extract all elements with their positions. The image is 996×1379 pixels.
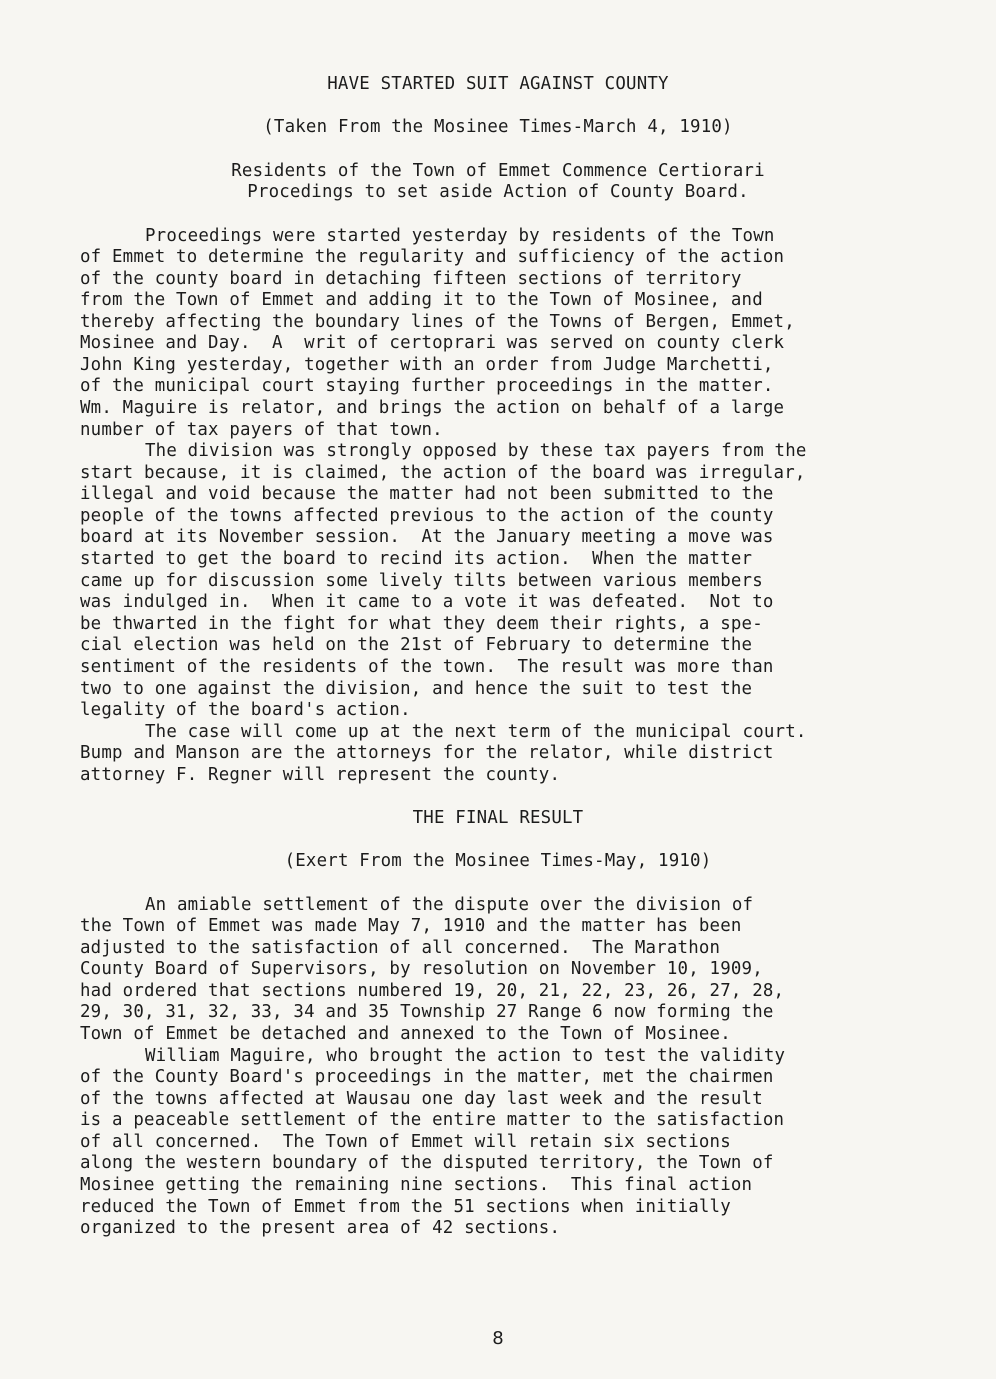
section2-source: (Exert From the Mosinee Times-May, 1910) <box>284 851 712 871</box>
paragraph-line: John King yesterday, together with an order from Judge Marchetti, <box>80 355 774 375</box>
paragraph-line: legality of the board's action. <box>80 700 411 720</box>
section1-source: (Taken From the Mosinee Times-March 4, 1910) <box>263 117 733 137</box>
section2-heading: THE FINAL RESULT <box>412 808 584 828</box>
paragraph-line: people of the towns affected previous to the action of the county <box>80 506 774 526</box>
paragraph-line: reduced the Town of Emmet from the 51 sections when initially <box>80 1197 731 1217</box>
paragraph-line: number of tax payers of that town. <box>80 420 443 440</box>
paragraph-line: organized to the present area of 42 sections. <box>80 1218 561 1238</box>
paragraph-line: sentiment of the residents of the town. The result was more than <box>80 657 774 677</box>
paragraph-line: cial election was held on the 21st of February to determine the <box>80 635 753 655</box>
paragraph-line: the Town of Emmet was made May 7, 1910 and the matter has been <box>80 916 742 936</box>
paragraph-line: Bump and Manson are the attorneys for the relator, while district <box>80 743 774 763</box>
section1-subheading-line: Procedings to set aside Action of County Board. <box>247 182 749 202</box>
paragraph-line: Mosinee getting the remaining nine sections. This final action <box>80 1175 753 1195</box>
paragraph-line: is a peaceable settlement of the entire matter to the satisfaction <box>80 1110 785 1130</box>
section1-heading: HAVE STARTED SUIT AGAINST COUNTY <box>327 74 669 94</box>
paragraph-line: thereby affecting the boundary lines of the Towns of Bergen, Emmet, <box>80 312 795 332</box>
paragraph-line: was indulged in. When it came to a vote it was defeated. Not to <box>80 592 774 612</box>
paragraph-line: from the Town of Emmet and adding it to the Town of Mosinee, and <box>80 290 763 310</box>
paragraph-line: two to one against the division, and hence the suit to test the <box>80 679 753 699</box>
paragraph-line: of the municipal court staying further proceedings in the matter. <box>80 376 774 396</box>
paragraph-line: of all concerned. The Town of Emmet will retain six sections <box>80 1132 731 1152</box>
paragraph-line: County Board of Supervisors, by resolution on November 10, 1909, <box>80 959 763 979</box>
paragraph-line: Proceedings were started yesterday by residents of the Town <box>145 226 775 246</box>
paragraph-line: started to get the board to recind its action. When the matter <box>80 549 753 569</box>
paragraph-line: Mosinee and Day. A writ of certoprari was served on county clerk <box>80 333 785 353</box>
paragraph-line: illegal and void because the matter had not been submitted to the <box>80 484 774 504</box>
paragraph-line: The case will come up at the next term of the municipal court. <box>145 722 807 742</box>
paragraph-line: had ordered that sections numbered 19, 20, 21, 22, 23, 26, 27, 28, <box>80 981 785 1001</box>
paragraph-line: board at its November session. At the January meeting a move was <box>80 527 774 547</box>
section1-subheading-line: Residents of the Town of Emmet Commence Certiorari <box>231 161 765 181</box>
paragraph-line: start because, it is claimed, the action of the board was irregular, <box>80 463 806 483</box>
paragraph-line: along the western boundary of the disputed territory, the Town of <box>80 1153 774 1173</box>
paragraph-line: attorney F. Regner will represent the county. <box>80 765 561 785</box>
paragraph-line: William Maguire, who brought the action to test the validity <box>145 1046 786 1066</box>
paragraph-line: of the towns affected at Wausau one day last week and the result <box>80 1089 763 1109</box>
paragraph-line: adjusted to the satisfaction of all concerned. The Marathon <box>80 938 721 958</box>
paragraph-line: 29, 30, 31, 32, 33, 34 and 35 Township 27 Range 6 now forming the <box>80 1002 774 1022</box>
paragraph-line: of the County Board's proceedings in the matter, met the chairmen <box>80 1067 774 1087</box>
paragraph-line: The division was strongly opposed by these tax payers from the <box>145 441 807 461</box>
paragraph-line: came up for discussion some lively tilts between various members <box>80 571 763 591</box>
paragraph-line: be thwarted in the fight for what they deem their rights, a spe- <box>80 614 763 634</box>
page-number: 8 <box>492 1328 504 1349</box>
paragraph-line: of Emmet to determine the regularity and sufficiency of the action <box>80 247 785 267</box>
paragraph-line: Town of Emmet be detached and annexed to the Town of Mosinee. <box>80 1024 731 1044</box>
paragraph-line: of the county board in detaching fifteen sections of territory <box>80 269 742 289</box>
paragraph-line: Wm. Maguire is relator, and brings the action on behalf of a large <box>80 398 785 418</box>
paragraph-line: An amiable settlement of the dispute over the division of <box>145 895 754 915</box>
